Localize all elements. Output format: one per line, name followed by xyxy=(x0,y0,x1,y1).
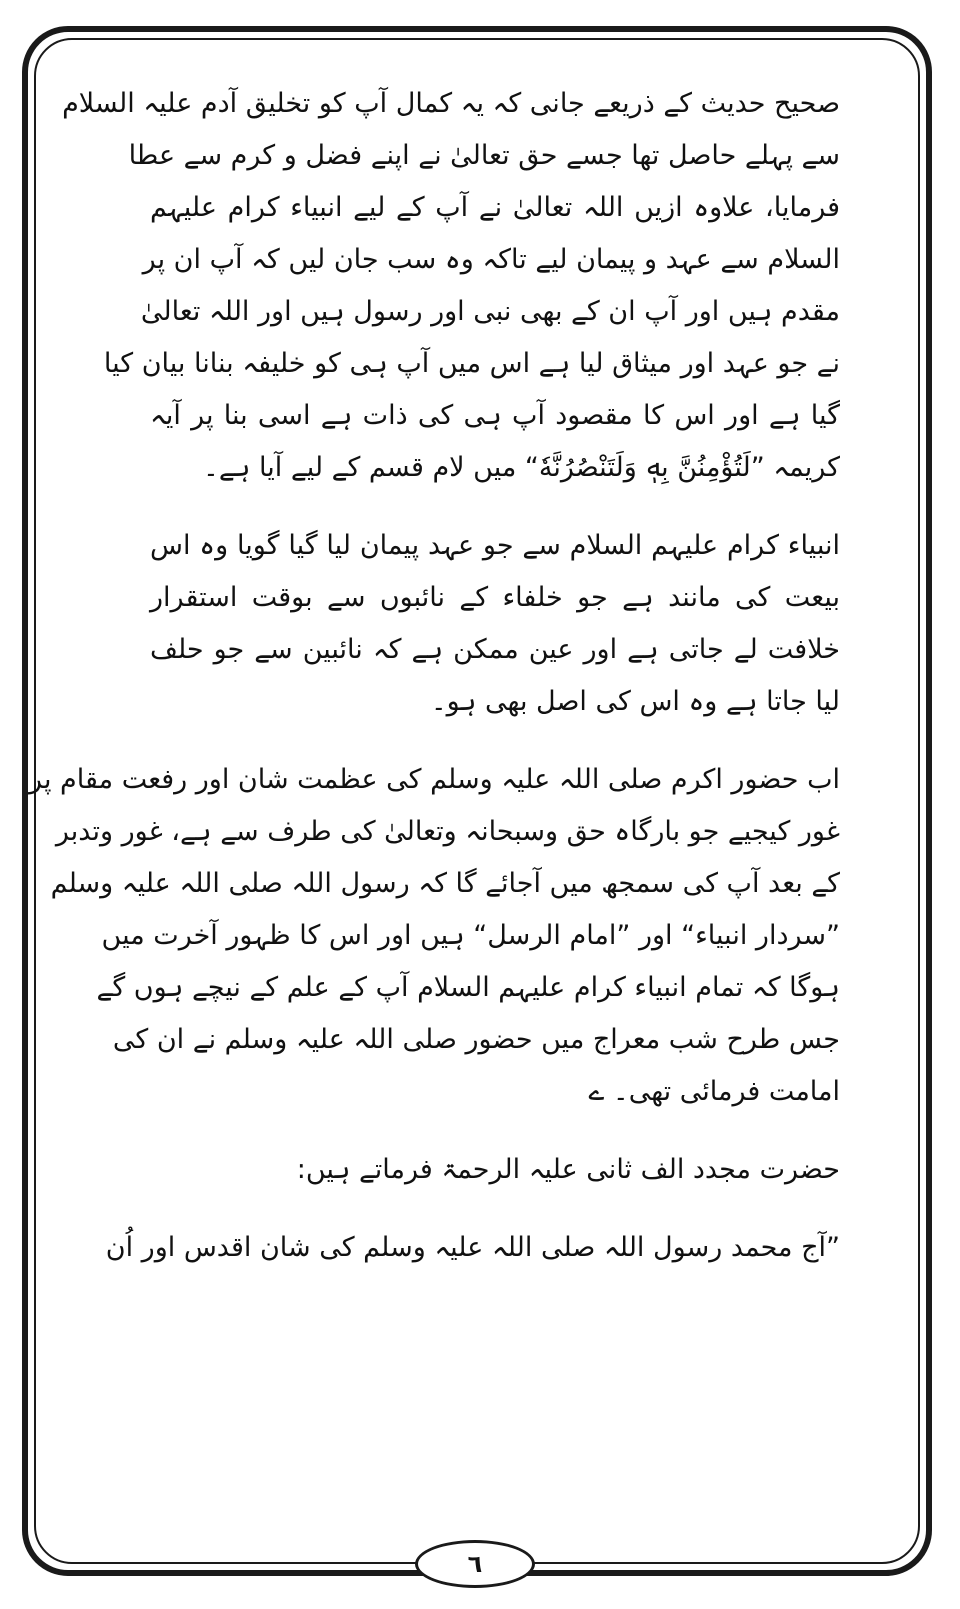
page-number: ٦ xyxy=(415,1540,535,1588)
text-line: خلافت لے جاتی ہے اور عین ممکن ہے کہ نائبین سے جو حلف xyxy=(150,634,840,665)
text-line: جس طرح شب معراج میں حضور صلی اللہ علیہ وسلم نے ان کی xyxy=(112,1024,840,1055)
text-line: فرمایا، علاوہ ازیں اللہ تعالیٰ نے آپ کے لیے انبیاء کرام علیہم xyxy=(150,192,840,223)
text-line: صحیح حدیث کے ذریعے جانی کہ یہ کمال آپ کو تخلیق آدم علیہ السلام xyxy=(62,88,840,119)
paragraph-2 xyxy=(150,520,840,728)
text-line: کریمہ ”لَتُؤْمِنُنَّ بِهٖ وَلَتَنْصُرُنَّهٗ“ میں لام قسم کے لیے آیا ہے۔ xyxy=(203,452,840,483)
text-line: کے بعد آپ کی سمجھ میں آجائے گا کہ رسول اللہ صلی اللہ علیہ وسلم xyxy=(50,868,840,899)
text-line: ہوگا کہ تمام انبیاء کرام علیہم السلام آپ کے علم کے نیچے ہوں گے xyxy=(96,972,840,1003)
paragraph-1 xyxy=(62,78,840,494)
text-line: غور کیجیے جو بارگاہ حق وسبحانہ وتعالیٰ کی طرف سے ہے، غور وتدبر xyxy=(55,816,840,847)
quote-heading: حضرت مجدد الف ثانی علیہ الرحمۃ فرماتے ہیں: xyxy=(296,1154,840,1185)
paragraph-3 xyxy=(29,754,840,1118)
text-line: لیا جاتا ہے وہ اس کی اصل بھی ہو۔ xyxy=(430,686,840,717)
text-line: بیعت کی مانند ہے جو خلفاء کے نائبوں سے بوقت استقرار xyxy=(150,582,840,613)
page-text xyxy=(29,78,840,1274)
text-line: مقدم ہیں اور آپ ان کے بھی نبی اور رسول ہیں اور اللہ تعالیٰ xyxy=(140,296,840,327)
text-line: نے جو عہد اور میثاق لیا ہے اس میں آپ ہی کو خلیفہ بنانا بیان کیا xyxy=(103,348,840,379)
text-line: امامت فرمائی تھی۔ ے xyxy=(588,1076,840,1107)
text-line: سے پہلے حاصل تھا جسے حق تعالیٰ نے اپنے فضل و کرم سے عطا xyxy=(128,140,840,171)
text-line: اب حضور اکرم صلی اللہ علیہ وسلم کی عظمت شان اور رفعت مقام پر xyxy=(29,764,840,795)
text-line: گیا ہے اور اس کا مقصود آپ ہی کی ذات ہے اسی بنا پر آیہ xyxy=(150,400,840,431)
text-line: ”سردار انبیاء“ اور ”امام الرسل“ ہیں اور اس کا ظہور آخرت میں xyxy=(101,920,840,951)
text-line: السلام سے عہد و پیمان لیے تاکہ وہ سب جان لیں کہ آپ ان پر xyxy=(142,244,840,275)
text-line: انبیاء کرام علیہم السلام سے جو عہد پیمان لیا گیا گویا وہ اس xyxy=(150,530,840,561)
quote-text: ”آج محمد رسول اللہ صلی اللہ علیہ وسلم کی شان اقدس اور اُن xyxy=(105,1232,840,1263)
